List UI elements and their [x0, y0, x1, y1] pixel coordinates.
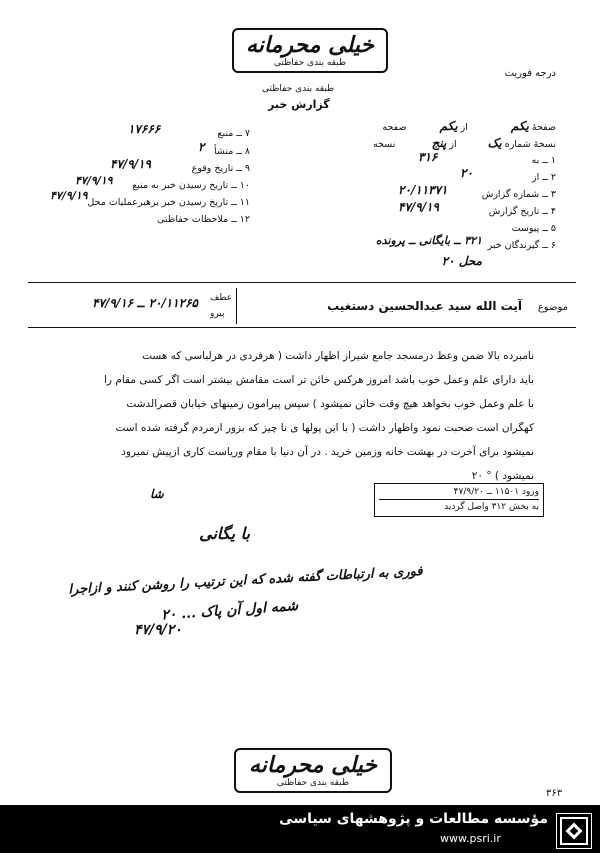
row-label: ۱۱ ــ تاریخ رسیدن خبر برهبرعملیات محل [87, 197, 250, 208]
stamp-sub-text: طبقه بندی حفاظتی [276, 778, 350, 788]
page-suffix: صفحه [382, 122, 407, 133]
row-7 [217, 128, 250, 139]
row-6-value: ۳۲۱ ــ بایگانی ــ پرونده [375, 234, 482, 247]
pairo-label: پیرو [210, 309, 225, 319]
page-total: یکم [439, 119, 458, 133]
row-10-value: ۴۷/۹/۱۹ [75, 174, 113, 187]
page-prefix: صفحهٔ [531, 122, 556, 133]
note-line: شمه اول آن پاک ... ۲۰ [160, 598, 299, 624]
stamp-main-text: خیلی محرمانه [248, 752, 378, 778]
row-7-value: ۱۷۶۶۶ [128, 122, 161, 136]
row-11-value: ۴۷/۹/۱۹ [50, 189, 88, 202]
atf-label: عطف [210, 293, 233, 303]
psri-logo-icon [556, 813, 592, 849]
received-stamp [374, 483, 544, 517]
footer-band [0, 805, 600, 853]
received-line-1: ورود ۱۱۵۰۱ ــ ۴۷/۹/۲۰ [379, 486, 539, 500]
atf-divider [236, 288, 237, 324]
row-4-value: ۴۷/۹/۱۹ [398, 200, 439, 214]
copy-suffix: نسخه [373, 139, 396, 150]
row-2-value: ۲۰ [460, 166, 473, 180]
handwritten-extra: محل ۲۰ [441, 254, 482, 268]
note-line: فوری به ارتباطات گفته شده که این ترتیب را روشن کنند و ازاجرا [67, 564, 423, 598]
body-line: باید دارای علم وعمل خوب باشد امروز هرکس خائن تر است مقامش بیشتر است اگر کسی مقام را [104, 374, 534, 386]
body-line: نمیشود ) ° ۲۰ [471, 470, 534, 482]
footer-org: مؤسسه مطالعات و پژوهشهای سیاسی [279, 811, 548, 827]
page-number: ۳۶۳ [546, 788, 563, 799]
copy-of: از [449, 139, 457, 150]
row-3-value: ۲۰/۱۱۳۷۱ [398, 183, 448, 197]
row-12 [157, 214, 250, 225]
header-divider [28, 282, 576, 283]
row-label: ۶ ــ گیرندگان خبر [487, 240, 556, 251]
stamp-main-text: خیلی محرمانه [245, 32, 375, 58]
row-5 [512, 223, 556, 234]
row-label: ۳ ــ شماره گزارش [481, 189, 556, 200]
row-label: ۱ ــ به [531, 155, 556, 166]
page-of-row [382, 119, 556, 133]
row-8 [214, 146, 250, 157]
stamp-sub-text: طبقه بندی حفاظتی [273, 58, 347, 68]
subject-text: آیت الله سید عبدالحسین دستغیب [327, 299, 522, 313]
body-line: نامبرده بالا ضمن وعظ درمسجد جامع شیراز اظهار داشت ( هرفردی در هرلباسی که هست [142, 350, 534, 362]
row-label: ۷ ــ منبع [217, 128, 250, 139]
row-label: ۱۰ ــ تاریخ رسیدن خبر به منبع [132, 180, 250, 191]
row-9 [192, 163, 250, 174]
top-classification-stamp [232, 28, 388, 73]
class-label: طبقه بندی حفاظتی [262, 84, 335, 94]
copy-of-row [373, 136, 556, 150]
copy-total: پنج [431, 136, 447, 150]
row-10 [132, 180, 250, 191]
report-title: گزارش خبر [268, 98, 330, 111]
note-date: ۴۷/۹/۲۰ [134, 622, 182, 638]
row-11 [87, 197, 250, 208]
page-current: یکم [510, 119, 529, 133]
row-1 [532, 155, 556, 166]
row-4 [489, 206, 556, 217]
row-label: ۱۲ ــ ملاحظات حفاظتی [156, 214, 250, 225]
subject-divider [28, 327, 576, 328]
body-line: با علم وعمل خوب بخواهد هیچ وقت خائن نمیشود ) سپس پیرامون زمینهای خیابان قصرالدشت [126, 398, 534, 410]
footer-url: www.psri.ir [440, 832, 501, 845]
row-label: ۴ ــ تاریخ گزارش [488, 206, 556, 217]
body-signature: شا [150, 487, 164, 501]
degree-label: درجه فوریت [504, 68, 556, 79]
body-line: کهگران است صحبت نمود واظهار داشت ( با این پولها ی نا چیز که بزور ازمردم گرفته شده است [115, 422, 534, 434]
body-line: نمیشود برای آخرت در بهشت خانه وزمین خرید . در آن دنیا با مقام وریاست کاری ازپیش نمیرود [121, 446, 534, 458]
row-label: ۲ ــ از [532, 172, 556, 183]
subject-label: موضوع [537, 302, 568, 313]
row-6 [488, 240, 556, 251]
received-line-2: به بخش ۳۱۲ واصل گردید [444, 502, 539, 512]
row-9-value: ۴۷/۹/۱۹ [110, 157, 151, 171]
bottom-classification-stamp [234, 748, 392, 793]
copy-prefix: نسخهٔ شماره [504, 139, 556, 150]
row-label: ۵ ــ پیوست [511, 223, 556, 234]
row-8-value: ۲ [198, 140, 205, 154]
row-1-value: ۳۱۶ [418, 150, 438, 164]
row-label: ۸ ــ منشأ [213, 146, 250, 157]
note-line: با یگانی [199, 524, 250, 543]
atf-value: ۲۰/۱۱۲۶۵ ــ ۴۷/۹/۱۶ [92, 296, 198, 310]
copy-current: یک [487, 136, 502, 150]
row-3 [482, 189, 556, 200]
row-2 [532, 172, 556, 183]
row-label: ۹ ــ تاریخ وقوع [191, 163, 250, 174]
page-of: از [460, 122, 468, 133]
